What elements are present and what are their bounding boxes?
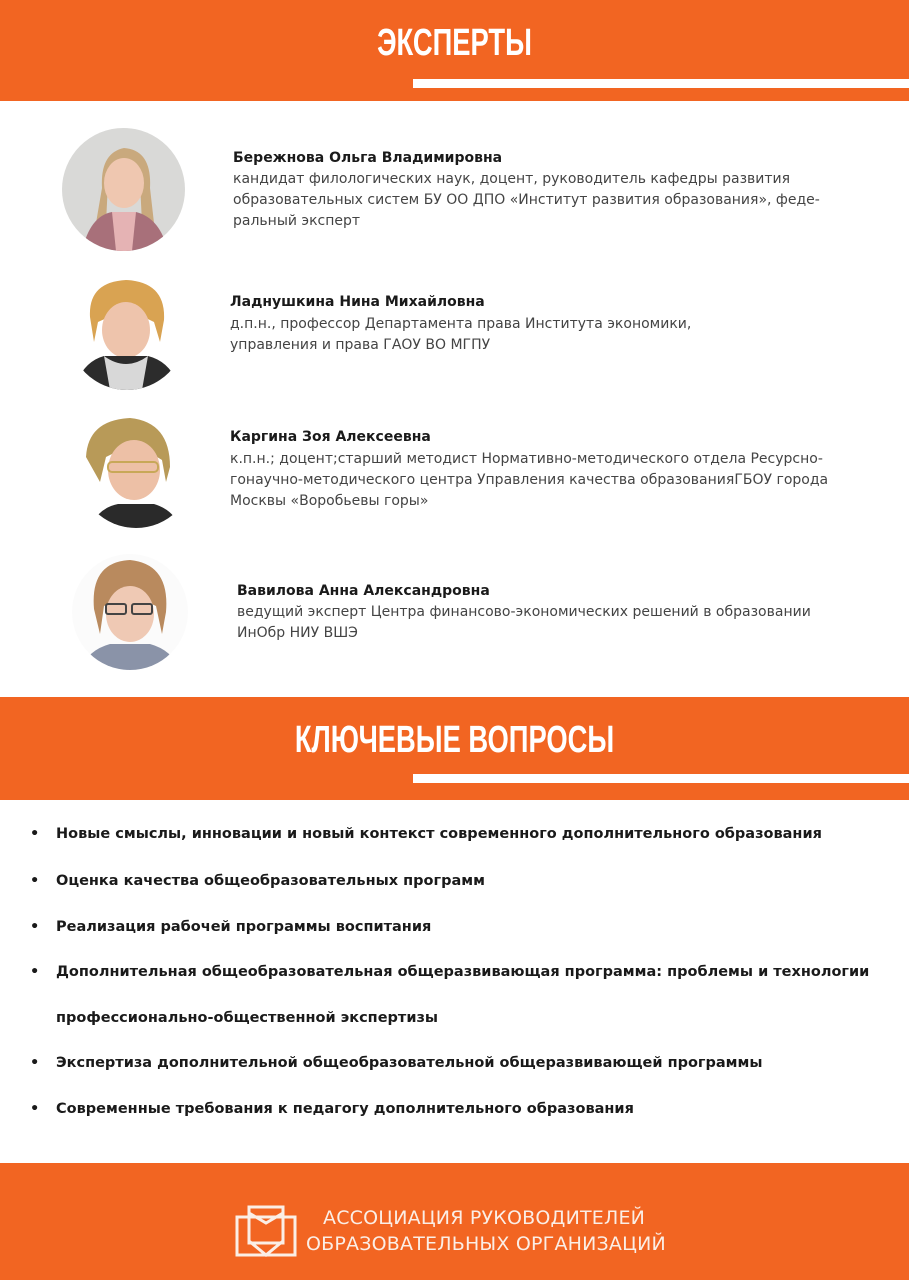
expert-description-line: ИнОбр НИУ ВШЭ [237, 625, 358, 641]
expert-description-line: ральный эксперт [233, 213, 361, 229]
bullet: • [30, 1055, 40, 1071]
expert-name: Ладнушкина Нина Михайловна [230, 294, 485, 310]
bullet: • [30, 1101, 40, 1117]
open-book-icon [235, 1205, 297, 1257]
experts-section-title: ЭКСПЕРТЫ [377, 22, 532, 64]
question-text: Экспертиза дополнительной общеобразовательной общеразвивающей программы [56, 1055, 763, 1071]
expert-avatar [68, 272, 186, 390]
portrait-photo-icon [72, 554, 188, 670]
question-text: Реализация рабочей программы воспитания [56, 919, 432, 935]
expert-avatar [78, 412, 194, 528]
bullet: • [30, 826, 40, 842]
question-text: Современные требования к педагогу дополнительного образования [56, 1101, 634, 1117]
decorative-stripe [413, 79, 909, 88]
expert-description-line: управления и права ГАОУ ВО МГПУ [230, 337, 491, 353]
bullet: • [30, 873, 40, 889]
expert-avatar [72, 554, 188, 670]
bullet: • [30, 919, 40, 935]
portrait-photo-icon [68, 272, 186, 390]
portrait-photo-icon [62, 128, 185, 251]
question-text: Оценка качества общеобразовательных программ [56, 873, 485, 889]
expert-description-line: к.п.н.; доцент;старший методист Нормативно-методического отдела Ресурсно- [230, 451, 823, 467]
question-text: профессионально-общественной экспертизы [56, 1010, 439, 1026]
question-text: Дополнительная общеобразовательная общеразвивающая программа: проблемы и технологии [56, 964, 870, 980]
question-text: Новые смыслы, инновации и новый контекст современного дополнительного образования [56, 826, 822, 842]
expert-description-line: Москвы «Воробьевы горы» [230, 493, 429, 509]
questions-section-title: КЛЮЧЕВЫЕ ВОПРОСЫ [294, 719, 615, 761]
footer-org-name-line1: АССОЦИАЦИЯ РУКОВОДИТЕЛЕЙ [323, 1207, 646, 1229]
expert-description-line: кандидат филологических наук, доцент, руководитель кафедры развития [233, 171, 791, 187]
questions-header-band [0, 697, 909, 800]
portrait-photo-icon [78, 412, 194, 528]
footer [0, 1163, 909, 1280]
expert-description-line: гонаучно-методического центра Управления качества образованияГБОУ города [230, 472, 829, 488]
expert-description-line: ведущий эксперт Центра финансово-экономических решений в образовании [237, 604, 811, 620]
experts-header-band [0, 0, 909, 101]
expert-name: Бережнова Ольга Владимировна [233, 150, 503, 166]
expert-description-line: д.п.н., профессор Департамента права Института экономики, [230, 316, 692, 332]
expert-avatar [62, 128, 185, 251]
expert-name: Каргина Зоя Алексеевна [230, 429, 431, 445]
expert-name: Вавилова Анна Александровна [237, 583, 490, 599]
footer-org-name-line2: ОБРАЗОВАТЕЛЬНЫХ ОРГАНИЗАЦИЙ [306, 1233, 666, 1255]
bullet: • [30, 964, 40, 980]
expert-description-line: образовательных систем БУ ОО ДПО «Институт развития образования», феде- [233, 192, 820, 208]
decorative-stripe [413, 774, 909, 783]
